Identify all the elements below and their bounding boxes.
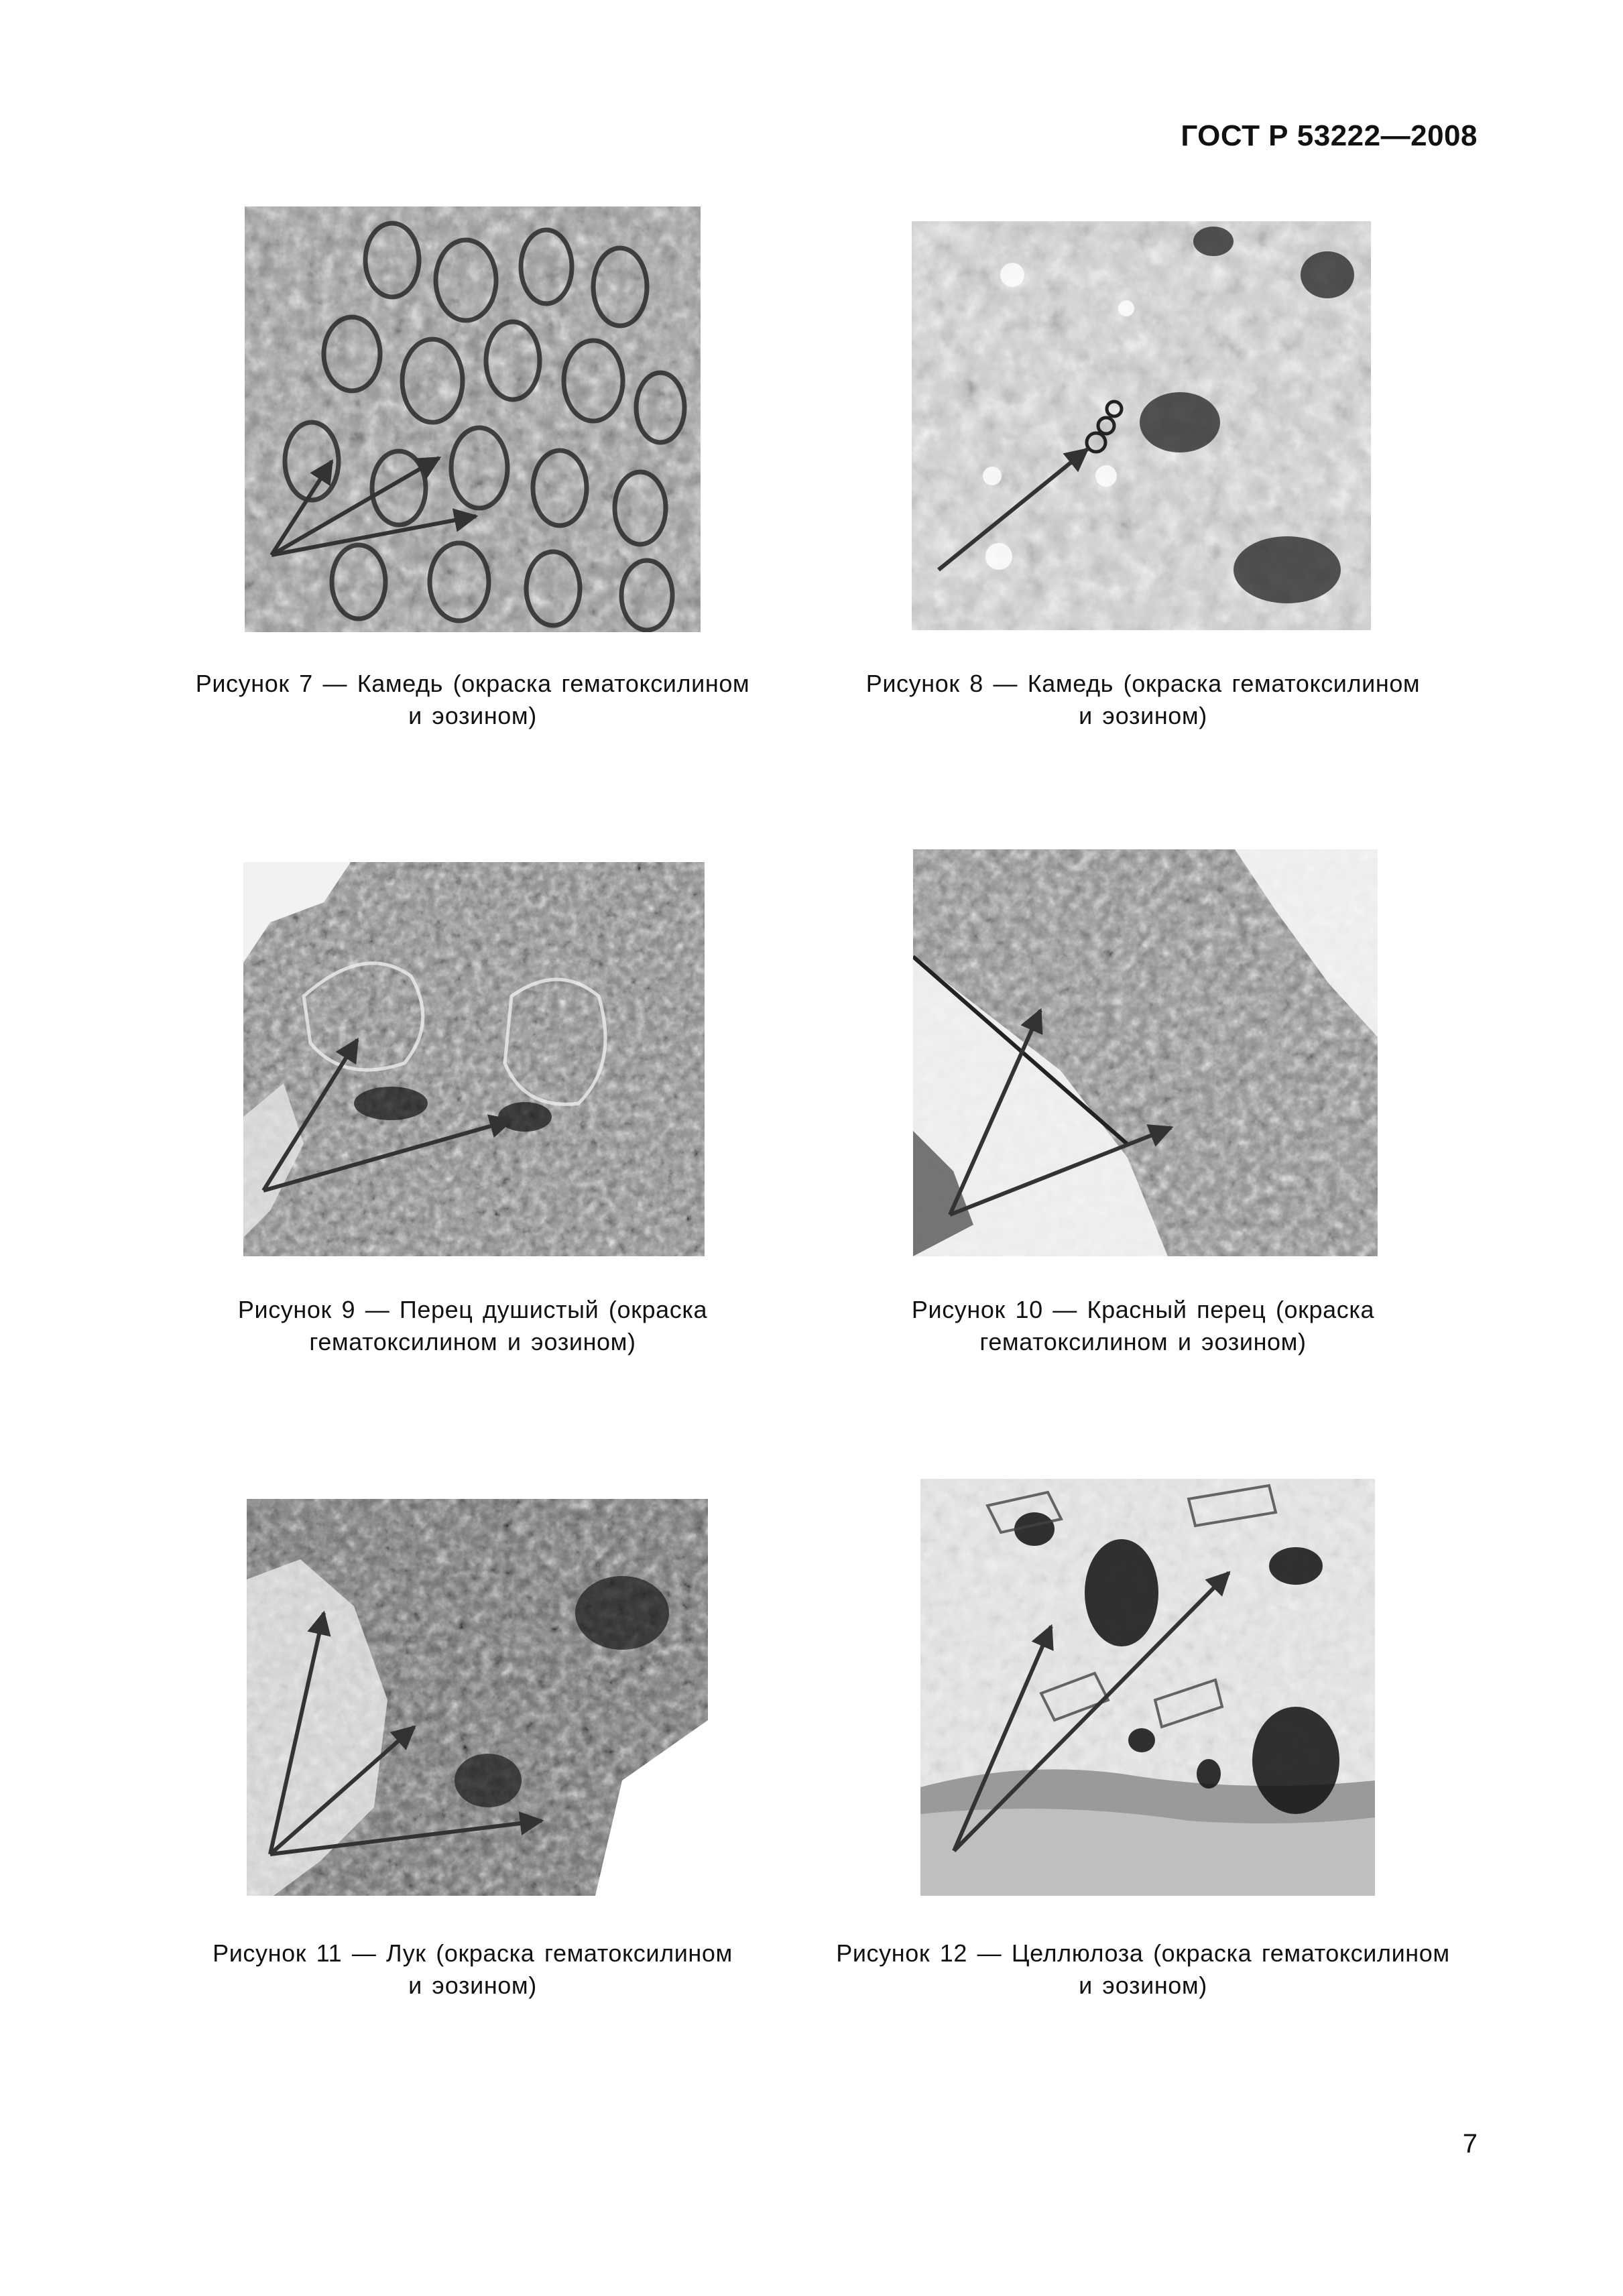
caption-line: Рисунок 8 — Камедь (окраска гематоксилином	[865, 670, 1421, 697]
caption-figure-10	[835, 1294, 1451, 1358]
micrograph-figure-9	[243, 862, 705, 1256]
caption-line: гематоксилином и эозином)	[309, 1328, 636, 1355]
caption-figure-12	[835, 1937, 1451, 2002]
caption-line: и эозином)	[408, 1972, 537, 1999]
caption-line: Рисунок 9 — Перец душистый (окраска	[237, 1296, 708, 1323]
caption-line: Рисунок 7 — Камедь (окраска гематоксилином	[195, 670, 750, 697]
micrograph-figure-8	[912, 221, 1371, 630]
caption-figure-9	[164, 1294, 781, 1358]
micrograph-figure-12	[920, 1479, 1375, 1896]
micrograph-figure-7	[245, 206, 701, 632]
caption-figure-7	[164, 668, 781, 732]
caption-line: и эозином)	[1079, 1972, 1207, 1999]
page-number: 7	[1462, 2129, 1478, 2159]
caption-line: гематоксилином и эозином)	[979, 1328, 1307, 1355]
caption-line: Рисунок 10 — Красный перец (окраска	[911, 1296, 1375, 1323]
caption-line: и эозином)	[1079, 702, 1207, 729]
caption-line: Рисунок 12 — Целлюлоза (окраска гематоксилином	[836, 1939, 1450, 1967]
caption-figure-8	[835, 668, 1451, 732]
caption-line: Рисунок 11 — Лук (окраска гематоксилином	[213, 1939, 733, 1967]
caption-figure-11	[164, 1937, 781, 2002]
caption-line: и эозином)	[408, 702, 537, 729]
micrograph-figure-11	[247, 1499, 708, 1896]
document-code: ГОСТ Р 53222—2008	[1181, 119, 1478, 152]
micrograph-figure-10	[913, 849, 1378, 1256]
